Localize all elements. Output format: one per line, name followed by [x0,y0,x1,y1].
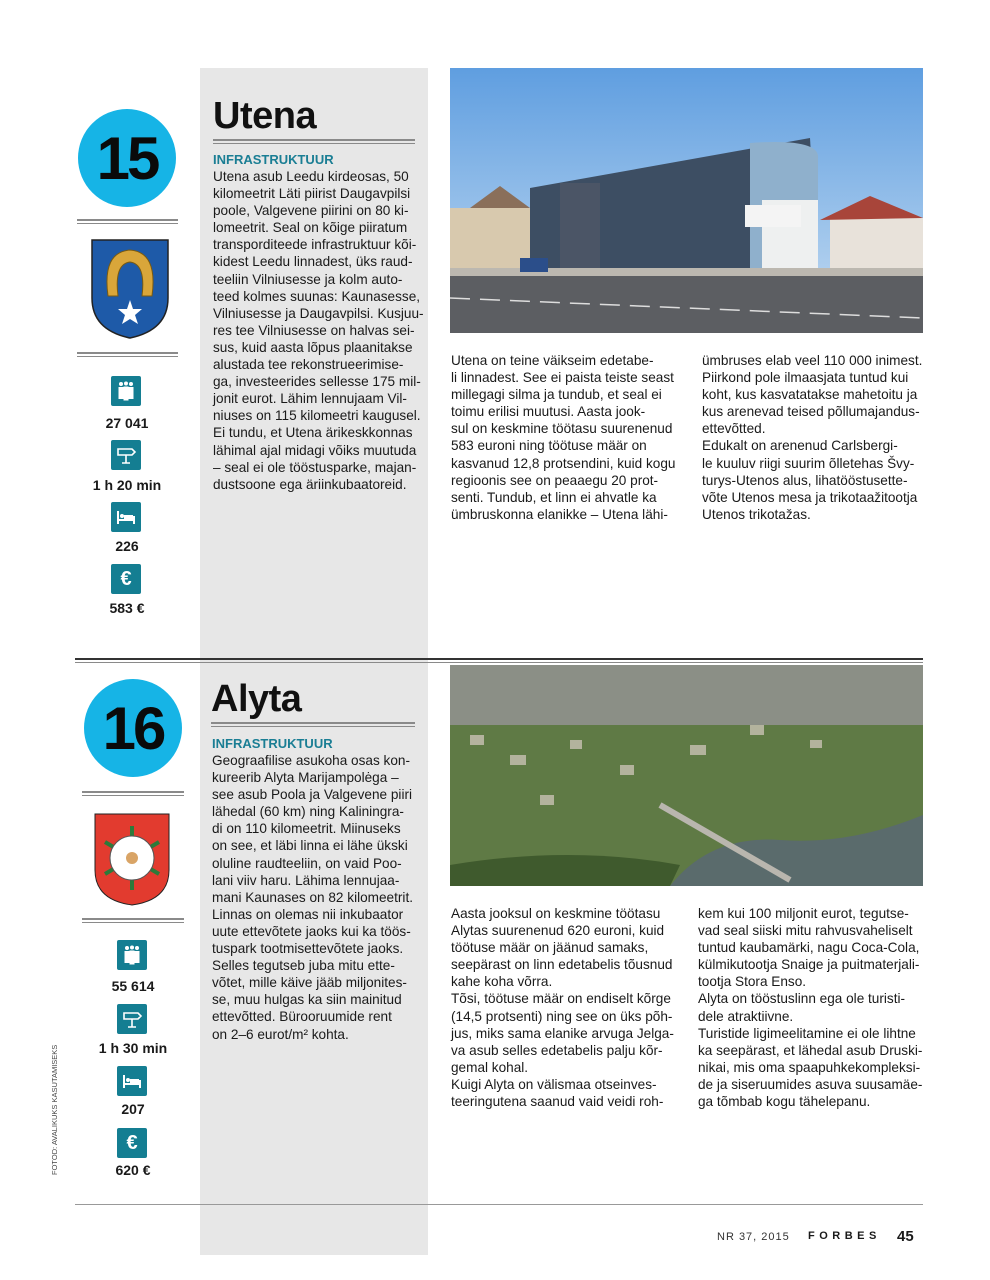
article-column-2: kem kui 100 miljonit eurot, tegutse- vad seal siiski mitu rahvusvaheliselt tuntud kaubamärki, nagu Coca-Cola, külmikutootja Snaige ja puitmaterjali- tootja Stora Enso. Alyta on tööstuslinn ega ole turisti- dele atraktiivne. Turistide ligimeelitamine ei ole lihtne ka seepärast, et lähedal asub Druski- nikai, mis oma spaapuhkekompleksi- de ja siseruumides asuva suusamäe- ga tõmbab kogu tähelepanu. [698,906,923,1110]
divider [82,918,184,923]
rank-badge: 16 [84,679,182,777]
article-column-2: ümbruses elab veel 110 000 inimest. Piirkond pole ilmaasjata tuntud kui koht, kus kasvatatakse mahetoitu ja kus arenevad teised põllumajandus- ettevõtted. Edukalt on arenenud Carlsbergi- le kuuluv riigi suurim õlletehas Švy- turys-Utenos alus, lihatööstusette- võte Utenos mesa ja trikotaažitootja Utenos trikotažas. [702,353,923,522]
city-title: Alyta [211,678,302,720]
infrastructure-text: Geograafilise asukoha osas kon- kureerib Alyta Marijampolėga – see asub Poola ja Valgevene piiri lähedal (60 km) ning Kaliningra- di on 110 kilomeetrit. Miinuseks on see, et läbi linna ei lähe ükski oluline raudteeliin, on vaid Poo- lani viiv haru. Lähima lennujaa- mani Kaunases on 82 kilomeetrit. Linnas on olemas nii inkubaator uute ettevõtete jaoks kui ka töös- tuspark tootmisettevõtete jaoks. Selles tegutseb juba mitu ette- võtet, mille käive jääb miljonites- se, muu hulgas ka siin mainitud ettevõtted. Bürooruumide rent on 2–6 eurot/m² kohta. [212,753,413,1042]
title-rule [211,722,415,727]
euro-icon: € [111,564,141,594]
page-number: 45 [897,1228,914,1245]
city-title: Utena [213,95,317,137]
population-value: 27 041 [105,415,149,431]
salary-value: 583 € [109,600,145,616]
section-divider [75,658,923,663]
alytus-aerial-photo [450,665,923,886]
utena-coat-of-arms-icon [90,238,170,340]
infrastructure-text: Utena asub Leedu kirdeosas, 50 kilomeetrit Läti piirist Daugavpilsi poole, Valgevene piirini on 80 ki- lomeetrit. Seal on kõige piiratum transporditeede infrastruktuur kõi- kidest Leedu linnadest, üks raud- teeliin Vilniusesse ja kolm auto- teed kolmes suunas: Kaunasesse, Vilniusesse ja Daugavpilsi. Kusjuu- res tee Vilniusesse on halvas sei- sus, kuid aasta lõpus plaanitakse alustada tee rekonstrueerimise- ga, investeerides sellesse 175 mil- jonit eurot. Lähim lennujaam Vil- niuses on 115 kilomeetri kaugusel. Ei tundu, et Utena ärikeskkonnas lähimal ajal midagi võiks muutuda – seal ei ole tööstusparke, majan- dustsoone ega äriinkubaatoreid. [213,169,424,492]
population-icon [117,940,147,970]
population-value: 55 614 [111,978,155,994]
divider [82,791,184,796]
section-label: INFRASTRUKTUUR [212,736,333,751]
euro-icon: € [117,1128,147,1158]
section-label: INFRASTRUKTUUR [213,152,334,167]
photo-credit: FOTOD: AVALIKUKS KASUTAMISEKS [50,1044,59,1175]
hotel-beds-value: 226 [115,538,139,554]
issue-number: NR 37, 2015 [717,1231,790,1243]
population-icon [111,376,141,406]
signpost-icon [117,1004,147,1034]
title-rule [213,139,415,144]
footer-rule [75,1204,923,1205]
signpost-icon [111,440,141,470]
hotel-beds-value: 207 [121,1101,145,1117]
magazine-name: FORBES [808,1230,881,1242]
rank-badge: 15 [78,109,176,207]
divider [77,352,178,357]
article-column-1: Aasta jooksul on keskmine töötasu Alytas suurenenud 620 euroni, kuid töötuse määr on jäänud samaks, seepärast on linn edetabelis tõusnud kahe koha võrra. Tõsi, töötuse määr on endiselt kõrge (14,5 protsenti) ning see on üks põh- jus, miks sama elanike arvuga Jelga- va asub selles edetabelis palju kõr- gemal kohal. Kuigi Alyta on välismaa otseinves- teeringutena saanud vaid veidi roh- [451,906,674,1110]
salary-value: 620 € [115,1162,151,1178]
alytus-coat-of-arms-icon [93,812,171,907]
bed-icon [117,1066,147,1096]
utena-building-photo [450,68,923,333]
article-column-1: Utena on teine väikseim edetabe- li linnadest. See ei paista teiste seast millegagi silma ja tundub, et seal ei toimu erilisi muutusi. Aasta jook- sul on keskmine töötasu suurenenud 583 euroni ning töötuse määr on kasvanud 12,8 protsendini, kuid kogu regioonis see on peaaegu 20 prot- senti. Tundub, et linn ei ahvatle ka ümbruskonna elanikke – Utena lähi- [451,353,676,522]
travel-time-value: 1 h 30 min [98,1040,168,1056]
travel-time-value: 1 h 20 min [92,477,162,493]
divider [77,219,178,224]
bed-icon [111,502,141,532]
